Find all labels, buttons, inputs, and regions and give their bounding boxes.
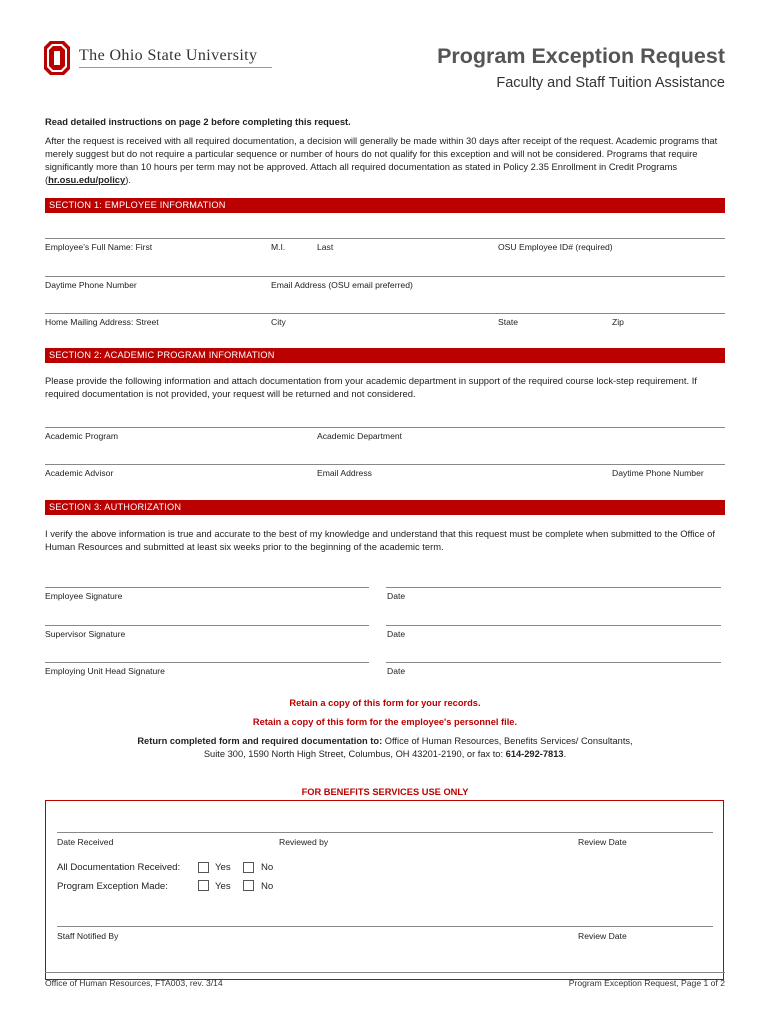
exception-made-no-label: No [261,881,274,892]
osu-block-o-logo [44,41,70,75]
return-heading: Return completed form and required documentation to: [137,736,383,746]
unit-head-signature-label: Employing Unit Head Signature [45,666,165,676]
footer-page-number: Program Exception Request, Page 1 of 2 [568,978,725,988]
supervisor-signature-date-line[interactable] [386,625,721,626]
phone-row-line[interactable] [45,276,725,277]
return-instructions [45,735,725,761]
advisor-phone-label: Daytime Phone Number [612,468,704,478]
university-name: The Ohio State University [79,47,258,64]
state-label: State [498,317,519,327]
employee-signature-date-label: Date [387,591,406,601]
academic-department-label: Academic Department [317,431,403,441]
page-subtitle: Faculty and Staff Tuition Assistance [496,75,725,91]
name-row-line[interactable] [45,238,725,239]
review-date-label: Review Date [578,837,627,847]
address-row-line[interactable] [45,313,725,314]
employee-signature-date-line[interactable] [386,587,721,588]
advisor-row-line[interactable] [45,464,725,465]
daytime-phone-label: Daytime Phone Number [45,280,137,290]
policy-link[interactable]: hr.osu.edu/policy [48,174,126,185]
middle-initial-label: M.I. [271,242,286,252]
unit-head-signature-date-line[interactable] [386,662,721,663]
academic-advisor-label: Academic Advisor [45,468,114,478]
employee-signature-label: Employee Signature [45,591,123,601]
university-rule [79,67,272,68]
docs-received-yes-label: Yes [215,862,231,873]
benefits-heading: FOR BENEFITS SERVICES USE ONLY [301,787,469,797]
section2-heading: SECTION 2: ACADEMIC PROGRAM INFORMATION [45,348,725,363]
docs-received-no-checkbox[interactable] [243,862,254,873]
exception-made-no-checkbox[interactable] [243,880,254,891]
return-address: Suite 300, 1590 North High Street, Columbus, OH 43201-2190, or fax to: [203,749,506,759]
date-received-label: Date Received [57,837,114,847]
docs-received-no-label: No [261,862,274,873]
docs-received-label: All Documentation Received: [57,862,181,873]
intro-paragraph [45,134,725,186]
retain-personnel-note: Retain a copy of this form for the employee's personnel file. [252,717,518,727]
unit-head-signature-date-label: Date [387,666,406,676]
instructions-notice: Read detailed instructions on page 2 before completing this request. [45,116,351,127]
staff-review-date-label: Review Date [578,931,627,941]
section3-paragraph: I verify the above information is true and accurate to the best of my knowledge and understand that this request must be complete when submitted to the Office of Human Resources and submitted at least six weeks prior to the beginning of the academic term. [45,528,715,552]
docs-received-yes-checkbox[interactable] [198,862,209,873]
supervisor-signature-line[interactable] [45,625,369,626]
employee-id-label: OSU Employee ID# (required) [498,242,613,252]
academic-program-label: Academic Program [45,431,119,441]
city-label: City [271,317,286,327]
return-office: Office of Human Resources, Benefits Services/ Consultants, [382,736,633,746]
return-period: . [563,749,567,759]
intro-body-end: ). [125,174,131,185]
section2-paragraph: Please provide the following information and attach documentation from your academic department in support of the required course lock-step requirement. If required documentation is not provided, your request will be returned and not considered. [45,375,697,399]
first-name-label: Employee's Full Name: First [45,242,153,252]
exception-made-yes-checkbox[interactable] [198,880,209,891]
street-label: Home Mailing Address: Street [45,317,159,327]
unit-head-signature-line[interactable] [45,662,369,663]
staff-notified-label: Staff Notified By [57,931,119,941]
staff-notified-line[interactable] [57,926,713,927]
employee-signature-line[interactable] [45,587,369,588]
email-label: Email Address (OSU email preferred) [271,280,413,290]
retain-records-note: Retain a copy of this form for your records. [289,698,481,708]
page-title: Program Exception Request [437,44,725,68]
reviewed-by-label: Reviewed by [279,837,329,847]
exception-made-yes-label: Yes [215,881,231,892]
supervisor-signature-label: Supervisor Signature [45,629,126,639]
fax-number: 614-292-7813 [505,749,564,759]
supervisor-signature-date-label: Date [387,629,406,639]
section1-heading: SECTION 1: EMPLOYEE INFORMATION [45,198,725,213]
date-received-line[interactable] [57,832,713,833]
intro-body: After the request is received with all required documentation, a decision will generally be made within 30 days after receipt of the request. Academic programs that merely suggest but do not require a particular sequence or number of hours do not qualify for this exception and will not be considered. Programs that require significantly more than 10 hours per term may not be approved. Attach all required documentation as stated in Policy 2.35 Enrollment in Credit Programs ( [45,135,718,185]
footer-rule [45,972,725,973]
last-name-label: Last [317,242,334,252]
advisor-email-label: Email Address [317,468,372,478]
zip-label: Zip [612,317,624,327]
program-row-line[interactable] [45,427,725,428]
exception-made-label: Program Exception Made: [57,881,168,892]
section3-heading: SECTION 3: AUTHORIZATION [45,500,725,515]
footer-form-id: Office of Human Resources, FTA003, rev. 3/14 [45,978,223,988]
